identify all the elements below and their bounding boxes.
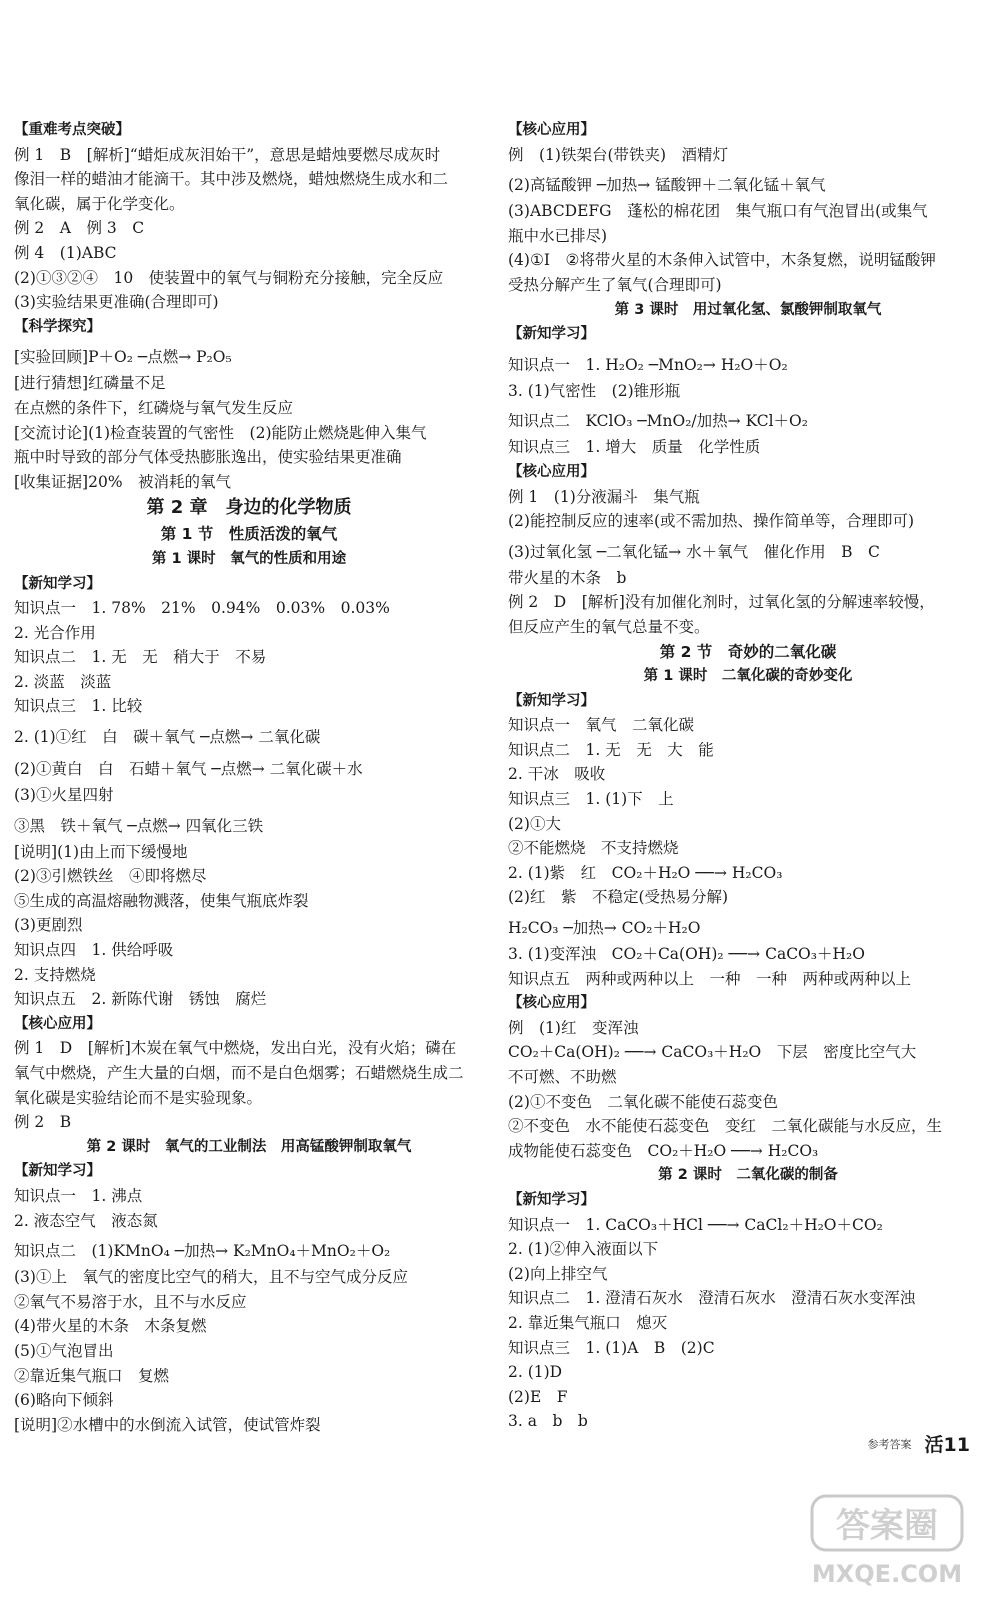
- text-line: 知识点一 氧气 二氧化碳: [508, 716, 695, 735]
- text-line: 知识点三 1. (1)A B (2)C: [508, 1338, 715, 1357]
- lesson-title: 第 1 课时 二氧化碳的奇妙变化: [643, 668, 853, 685]
- text-line: (2)向上排空气: [508, 1264, 608, 1283]
- section-header: 【核心应用】: [508, 463, 595, 480]
- text-line: 知识点二 (1)KMnO₄ ─加热→ K₂MnO₄＋MnO₂＋O₂: [14, 1242, 391, 1261]
- text-line: 2. (1)①红 白 碳＋氧气 ─点燃→ 二氧化碳: [14, 728, 321, 747]
- text-line: CO₂＋Ca(OH)₂ ──→ CaCO₃＋H₂O 下层 密度比空气大: [508, 1043, 917, 1062]
- text-line: 例 1 (1)分液漏斗 集气瓶: [508, 487, 700, 506]
- text-line: (2)①大: [508, 814, 561, 833]
- text-line: [说明](1)由上而下缓慢地: [14, 842, 188, 861]
- text-line: 知识点三 1. 增大 质量 化学性质: [508, 438, 761, 457]
- lesson-title: 第 1 课时 氧气的性质和用途: [151, 550, 347, 567]
- section-header: 【新知学习】: [14, 1163, 101, 1180]
- text-line: (3)过氧化氢 ─二氧化锰→ 水＋氧气 催化作用 B C: [508, 542, 880, 561]
- answer-label: 参考答案: [867, 1437, 912, 1451]
- text-line: 例 (1)红 变浑浊: [508, 1018, 639, 1037]
- lesson-title: 第 2 课时 氧气的工业制法 用高锰酸钾制取氧气: [86, 1138, 412, 1155]
- text-line: 知识点一 1. 78% 21% 0.94% 0.03% 0.03%: [14, 599, 390, 618]
- text-line: 瓶中水已排尽): [508, 226, 608, 245]
- text-line: (4)带火星的木条 木条复燃: [14, 1317, 207, 1336]
- lesson-title: 第 2 课时 二氧化碳的制备: [658, 1167, 838, 1184]
- text-line: 2. (1)紫 红 CO₂＋H₂O ──→ H₂CO₃: [508, 863, 783, 882]
- text-line: (2)③引燃铁丝 ④即将燃尽: [14, 867, 207, 886]
- section-header: 【新知学习】: [508, 692, 595, 709]
- text-line: 例 1 B [解析]“蜡炬成灰泪始干”，意思是蜡烛要燃尽成灰时: [14, 145, 441, 164]
- text-line: 成物能使石蕊变色 CO₂＋H₂O ──→ H₂CO₃: [508, 1141, 819, 1160]
- section-header: 【新知学习】: [508, 1191, 595, 1208]
- watermark-text: 答案圈: [836, 1506, 938, 1546]
- text-line: 知识点二 1. 无 无 稍大于 不易: [14, 648, 267, 667]
- section-header: 【核心应用】: [508, 122, 595, 138]
- text-line: ②不能燃烧 不支持燃烧: [508, 839, 679, 858]
- text-line: (4)①Ⅰ ②将带火星的木条伸入试管中，木条复燃，说明锰酸钾: [508, 251, 936, 270]
- text-line: [实验回顾]P＋O₂ ─点燃→ P₂O₅: [14, 348, 232, 367]
- text-line: [进行猜想]红磷量不足: [14, 374, 166, 393]
- text-line: 例 2 B: [14, 1113, 72, 1132]
- text-line: 2. 干冰 吸收: [508, 765, 606, 784]
- text-line: 带火星的木条 b: [508, 568, 627, 587]
- text-line: 2. 淡蓝 淡蓝: [14, 672, 112, 691]
- text-line: (2)能控制反应的速率(或不需加热、操作简单等，合理即可): [508, 512, 915, 531]
- text-line: 知识点五 2. 新陈代谢 锈蚀 腐烂: [14, 990, 267, 1009]
- text-line: (3)更剧烈: [14, 916, 83, 935]
- text-line: 像泪一样的蜡油才能滴干。其中涉及燃烧，蜡烛燃烧生成水和二: [14, 170, 449, 189]
- text-line: (2)E F: [508, 1387, 568, 1406]
- text-line: (3)①上 氧气的密度比空气的稍大，且不与空气成分反应: [14, 1268, 408, 1287]
- text-line: 例 2 D [解析]没有加催化剂时，过氧化氢的分解速率较慢，: [508, 593, 935, 612]
- text-line: (2)高锰酸钾 ─加热→ 锰酸钾＋二氧化锰＋氧气: [508, 176, 826, 195]
- text-line: ③黑 铁＋氧气 ─点燃→ 四氧化三铁: [14, 816, 264, 835]
- section-header: 【核心应用】: [14, 1015, 101, 1032]
- text-line: (2)①黄白 白 石蜡＋氧气 ─点燃→ 二氧化碳＋水: [14, 760, 363, 779]
- text-line: 不可燃、不助燃: [508, 1068, 617, 1086]
- text-line: 但反应产生的氧气总量不变。: [508, 617, 710, 636]
- text-line: 2. 液态空气 液态氮: [14, 1211, 158, 1230]
- text-line: ②氧气不易溶于水，且不与水反应: [14, 1292, 247, 1311]
- text-line: ②不变色 水不能使石蕊变色 变红 二氧化碳能与水反应，生: [508, 1117, 943, 1136]
- watermark-domain: MXQE.COM: [811, 1560, 963, 1588]
- section-header: 【核心应用】: [508, 995, 595, 1012]
- text-line: 知识点一 1. CaCO₃＋HCl ──→ CaCl₂＋H₂O＋CO₂: [508, 1215, 883, 1234]
- text-line: [说明]②水槽中的水倒流入试管，使试管炸裂: [14, 1415, 321, 1434]
- text-line: ⑤生成的高温熔融物溅落，使集气瓶底炸裂: [14, 891, 309, 910]
- text-line: 3. (1)气密性 (2)锥形瓶: [508, 381, 681, 400]
- text-line: 3. (1)变浑浊 CO₂＋Ca(OH)₂ ──→ CaCO₃＋H₂O: [508, 945, 865, 964]
- text-line: 知识点五 两种或两种以上 一种 一种 两种或两种以上: [508, 969, 912, 988]
- text-line: H₂CO₃ ─加热→ CO₂＋H₂O: [508, 919, 701, 938]
- text-line: 知识点三 1. (1)下 上: [508, 790, 674, 809]
- text-line: 在点燃的条件下，红磷烧与氧气发生反应: [14, 398, 294, 417]
- text-line: 例 (1)铁架台(带铁夹) 酒精灯: [508, 145, 729, 164]
- text-line: 知识点二 1. 无 无 大 能: [508, 740, 714, 759]
- section-header: 【新知学习】: [14, 575, 101, 592]
- page-number: 活11: [924, 1434, 970, 1456]
- text-line: 例 1 D [解析]木炭在氧气中燃烧，发出白光，没有火焰；磷在: [14, 1039, 457, 1058]
- section-title: 第 1 节 性质活泼的氧气: [160, 525, 338, 544]
- text-line: (2)红 紫 不稳定(受热易分解): [508, 888, 729, 907]
- text-line: (5)①气泡冒出: [14, 1341, 114, 1360]
- text-line: (6)略向下倾斜: [14, 1391, 114, 1410]
- text-line: 知识点二 KClO₃ ─MnO₂/加热→ KCl＋O₂: [508, 412, 808, 431]
- text-line: 2. (1)D: [508, 1363, 563, 1382]
- watermark-logo: [808, 1490, 968, 1590]
- page-top-margin: [0, 0, 996, 100]
- text-line: [交流讨论](1)检查装置的气密性 (2)能防止燃烧匙伸入集气: [14, 423, 427, 442]
- text-line: 2. 光合作用: [14, 623, 96, 642]
- text-line: 受热分解产生了氧气(合理即可): [508, 275, 722, 294]
- lesson-title: 第 3 课时 用过氧化氢、氯酸钾制取氧气: [614, 301, 882, 318]
- text-line: ②靠近集气瓶口 复燃: [14, 1366, 170, 1385]
- text-line: 例 4 (1)ABC: [14, 243, 117, 262]
- text-line: (3)实验结果更准确(合理即可): [14, 293, 219, 312]
- text-line: (3)①火星四射: [14, 786, 114, 805]
- page-footer: [867, 1430, 970, 1457]
- text-line: 瓶中时导致的部分气体受热膨胀逸出，使实验结果更准确: [14, 448, 402, 467]
- right-column: [508, 118, 988, 1434]
- text-line: 2. 靠近集气瓶口 熄灭: [508, 1313, 668, 1332]
- section-header: 【科学探究】: [14, 318, 101, 335]
- section-title: 第 2 节 奇妙的二氧化碳: [659, 642, 837, 661]
- text-line: (3)ABCDEFG 蓬松的棉花团 集气瓶口有气泡冒出(或集气: [508, 202, 928, 221]
- text-line: 2. (1)②伸入液面以下: [508, 1240, 659, 1259]
- text-line: [收集证据]20% 被消耗的氧气: [14, 472, 232, 491]
- text-line: 知识点四 1. 供给呼吸: [14, 941, 174, 960]
- section-header: 【重难考点突破】: [14, 122, 130, 138]
- text-line: 例 2 A 例 3 C: [14, 219, 145, 238]
- text-line: 知识点二 1. 澄清石灰水 澄清石灰水 澄清石灰水变浑浊: [508, 1289, 916, 1308]
- text-line: 氧气中燃烧，产生大量的白烟，而不是白色烟雾；石蜡燃烧生成二: [14, 1064, 464, 1082]
- text-line: 知识点一 1. H₂O₂ ─MnO₂→ H₂O＋O₂: [508, 355, 788, 374]
- chapter-title: 第 2 章 身边的化学物质: [146, 497, 352, 519]
- left-column: [14, 118, 484, 1437]
- text-line: 氧化碳，属于化学变化。: [14, 194, 185, 213]
- text-line: (2)①③②④ 10 使装置中的氧气与铜粉充分接触，完全反应: [14, 268, 444, 287]
- text-line: 3. a b b: [508, 1412, 588, 1431]
- text-line: 氧化碳是实验结论而不是实验现象。: [14, 1088, 263, 1107]
- text-line: 2. 支持燃烧: [14, 965, 96, 984]
- section-header: 【新知学习】: [508, 326, 595, 343]
- text-line: 知识点三 1. 比较: [14, 697, 143, 716]
- text-line: 知识点一 1. 沸点: [14, 1186, 143, 1205]
- text-line: (2)①不变色 二氧化碳不能使石蕊变色: [508, 1092, 778, 1111]
